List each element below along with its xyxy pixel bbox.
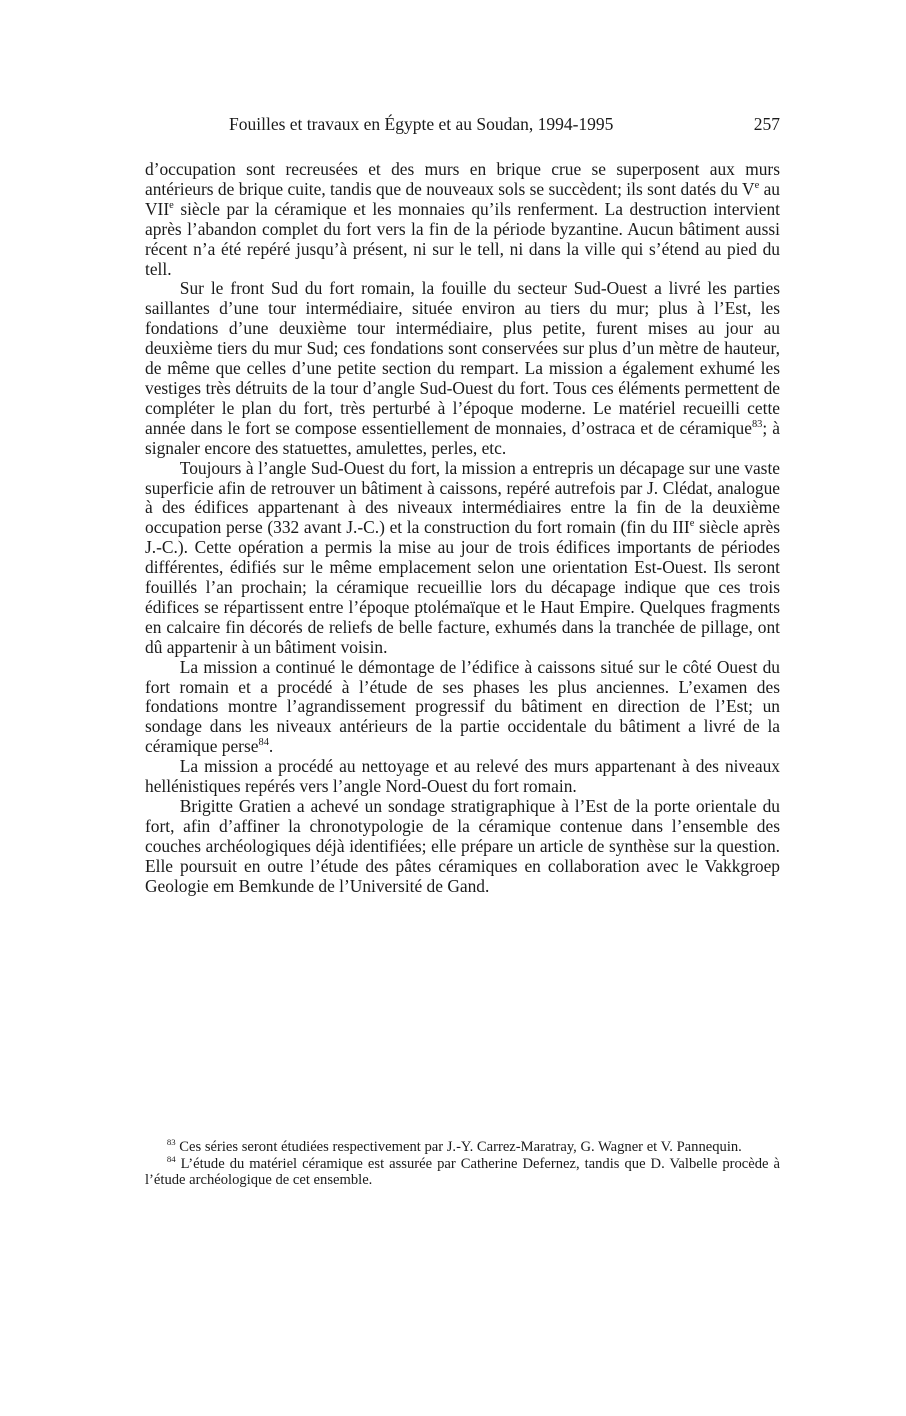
page-number: 257 bbox=[753, 114, 780, 134]
text-run: . bbox=[268, 736, 274, 757]
superscript: 84 bbox=[258, 737, 269, 749]
superscript: e bbox=[754, 180, 760, 192]
footnote bbox=[145, 1139, 780, 1156]
text-run: Sur le front Sud du fort romain, la fouille du secteur Sud-Ouest a livré les parties saillantes d’une tour intermédiaire, située environ au tiers du mur; plus à l’Est, les fondations d’une deuxième tour intermédiaire, plus petite, furent mises au jour au deuxième tiers du mur Sud; ces fondations sont conservées sur plus d’un mètre de hauteur, de même que celles d’une petite section du rempart. La mission a également exhumé les vestiges très détruits de la tour d’angle Sud-Ouest du fort. Tous ces éléments permettent de compléter le plan du fort, très perturbé à l’époque moderne. Le matériel recueilli cette année dans le fort se compose essentiellement de monnaies, d’ostraca et de céramique bbox=[145, 278, 780, 438]
footnotes bbox=[145, 1139, 780, 1189]
text-run: siècle après J.-C.). Cette opération a permis la mise au jour de trois édifices importants de périodes différentes, édifiés sur le même emplacement selon une orientation Est-Ouest. Ils seront fouillés l’an prochain; la céramique recueillie lors du décapage indique que ces trois édifices se répartissent entre l’époque ptolémaïque et le Haut Empire. Quelques fragments en calcaire fin décorés de reliefs de belle facture, exhumés dans la tranchée de pillage, ont dû appartenir à un bâtiment voisin. bbox=[145, 517, 780, 657]
superscript: 83 bbox=[751, 418, 763, 430]
superscript: e bbox=[689, 518, 695, 530]
text-run: siècle par la céramique et les monnaies qu’ils renferment. La destruction intervient après l’abandon complet du fort vers la fin de la période byzantine. Aucun bâtiment aussi récent n’a été repéré jusqu’à présent, ni sur le tell, ni dans la ville qui s’étend au pied du tell. bbox=[145, 198, 780, 279]
running-title: Fouilles et travaux en Égypte et au Soudan, 1994-1995 bbox=[229, 114, 614, 134]
text-run: Toujours à l’angle Sud-Ouest du fort, la mission a entrepris un décapage sur une vaste superficie afin de retrouver un bâtiment à caissons, repéré autrefois par J. Clédat, analogue à des édifices appartenant à des niveaux intermédiaires entre la fin de la deuxième occupation perse (332 avant J.-C.) et la construction du fort romain (fin du III bbox=[145, 457, 780, 538]
footnote bbox=[145, 1153, 780, 1189]
running-header bbox=[145, 114, 780, 138]
footnote-number: 83 bbox=[166, 1137, 176, 1148]
text-run: ; à signaler encore des statuettes, amulettes, perles, etc. bbox=[145, 417, 780, 458]
body-text bbox=[145, 160, 780, 897]
paragraph bbox=[145, 160, 780, 279]
superscript: e bbox=[169, 200, 174, 212]
footnote-text: L’étude du matériel céramique est assurée par Catherine Defernez, tandis que D. Valbelle procède à l’étude archéologique de cet ensemble. bbox=[145, 1155, 780, 1189]
paragraph bbox=[145, 797, 780, 897]
footnote-text: Ces séries seront étudiées respectivement par J.-Y. Carrez-Maratray, G. Wagner et V. Pannequin. bbox=[175, 1139, 742, 1155]
paragraph bbox=[145, 757, 780, 797]
paragraph bbox=[145, 658, 780, 758]
text-run: d’occupation sont recreusées et des murs en brique crue se superposent aux murs antérieurs de brique cuite, tandis que de nouveaux sols se succèdent; ils sont datés du V bbox=[145, 159, 780, 199]
text-run: La mission a continué le démontage de l’édifice à caissons situé sur le côté Ouest du fort romain et a procédé à l’étude de ses phases les plus anciennes. L’examen des fondations montre l’agrandissement progressif du bâtiment en direction de l’Est; un sondage dans les niveaux antérieurs de la partie occidentale du bâtiment a livré de la céramique perse bbox=[145, 656, 780, 757]
paragraph bbox=[145, 459, 780, 658]
text-run: Brigitte Gratien a achevé un sondage stratigraphique à l’Est de la porte orientale du fort, afin d’affiner la chronotypologie de la céramique contenue dans l’ensemble des couches archéologiques déjà identifiées; elle prépare un article de synthèse sur la question. Elle poursuit en outre l’étude des pâtes céramiques en collaboration avec le Vakkgroep Geologie em Bemkunde de l’Université de Gand. bbox=[145, 796, 780, 896]
footnote-number: 84 bbox=[166, 1153, 176, 1164]
text-run: au VII bbox=[145, 178, 780, 219]
text-run: La mission a procédé au nettoyage et au relevé des murs appartenant à des niveaux hellénistiques repérés vers l’angle Nord-Ouest du fort romain. bbox=[145, 756, 780, 797]
paragraph bbox=[145, 279, 780, 458]
